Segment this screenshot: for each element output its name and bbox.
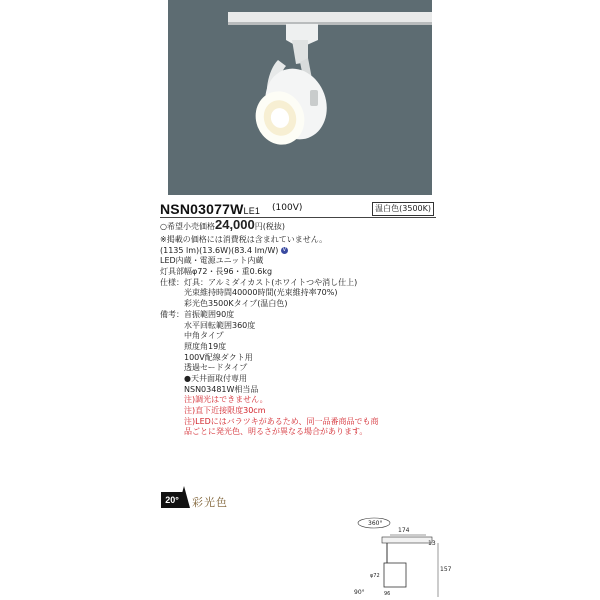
spec-line: ●天井面取付専用 [184,373,247,383]
spec-line: 光束維持時間40000時間(光束維持率70%) [184,288,338,298]
note-line: 品ごとに発光色、明るさが異なる場合があります。 [184,427,368,437]
offset-label: 13 [428,540,436,547]
note-line: 注)調光はできません。 [184,395,268,405]
color-temp-badge: 温白色(3500K) [372,202,434,216]
length-label: 96 [384,591,391,597]
spec-line: 100V配線ダクト用 [184,352,253,362]
spec-line: 中角タイプ [184,331,224,341]
tilt-label: 90° [354,589,365,596]
note-line: 注)直下近接限度30cm [184,406,266,415]
lumen-badge-icon: V [282,246,287,253]
diameter-label: φ72 [370,573,380,579]
spec-line: 彩光色3500Kタイプ(温白色) [184,299,288,309]
spec-line: 灯具部幅φ72・長96・重0.6kg [160,267,273,277]
spec-block [160,235,378,438]
spec-line: NSN03481W相当品 [184,384,259,394]
beam-angle-badge: 20° [161,492,183,508]
spec-line: 照度角19度 [184,341,227,351]
price-amount: 24,000 [214,217,255,232]
rotation-label: 360° [368,520,383,527]
height-label: 157 [440,566,452,573]
width-label: 174 [398,527,410,534]
divider [160,217,436,218]
product-photo [168,0,432,195]
spec-line: 透過セードタイプ [184,363,248,373]
price-line: ○希望小売価格24,000円(税抜) [160,217,285,232]
voltage: (100V) [272,203,303,213]
dimension-drawing [354,515,454,600]
spotlight-illustration [168,0,432,195]
model-number: NSN03077WLE1 [160,201,261,217]
spec-line: LED内蔵・電源ユニット内蔵 [160,256,264,266]
model-row [160,202,435,216]
beam-cone-icon [177,486,191,508]
light-color-label: 彩光色 [192,496,228,509]
note-line: 注)LEDにはバラツキがあるため、同一品番商品でも商 [184,416,379,426]
lumen-line: (1135 lm)(13.6W)(83.4 lm/W) V [160,245,287,255]
spec-line: 水平回転範囲360度 [184,320,256,330]
spec-line: 仕様：灯具：アルミダイカスト(ホワイトつや消し仕上) [160,277,358,287]
tax-note: ※掲載の価格には消費税は含まれていません。 [160,235,328,244]
spec-line: 備考：首振範囲90度 [160,309,235,319]
